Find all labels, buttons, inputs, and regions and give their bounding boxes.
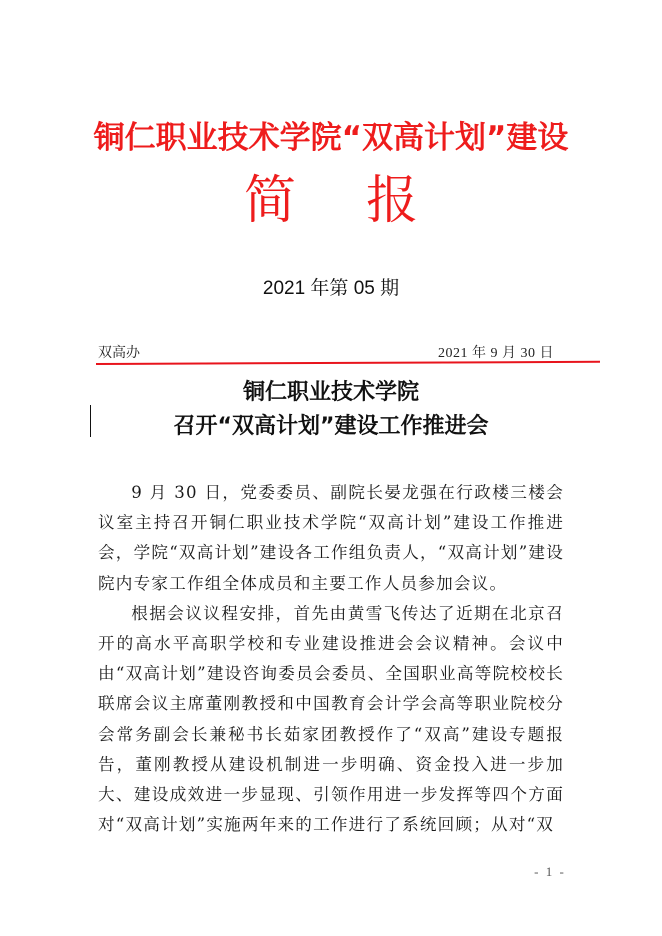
- paragraph-1: 9 月 30 日，党委委员、副院长晏龙强在行政楼三楼会议室主持召开铜仁职业技术学院“双高计划”建设工作推进会，学院“双高计划”建设各工作组负责人，“双高计划”建设院内专家工作组全体成员和主要工作人员参加会议。: [98, 483, 564, 593]
- issue-number: 2021 年第 05 期: [262, 278, 400, 299]
- article-title-line-1: 铜仁职业技术学院: [242, 380, 419, 405]
- masthead-brief-heading: [0, 170, 662, 232]
- page-number: - 1 -: [534, 864, 566, 879]
- article-title-line-2: 召开“双高计划”建设工作推进会: [173, 414, 489, 439]
- issuer-label: 双高办: [98, 346, 140, 361]
- article-title: [0, 376, 662, 444]
- paragraph-2: 根据会议议程安排，首先由黄雪飞传达了近期在北京召开的高水平高职学校和专业建设推进会会议精神。会议中由“双高计划”建设咨询委员会委员、全国职业高等院校校长联席会议主席董刚教授和中国教育会计学会高等职业院校分会常务副会长兼秘书长茹家团教授作了“双高”建设专题报告，董刚教授从建设机制进一步明确、资金投入进一步加大、建设成效进一步显现、引领作用进一步发挥等四个方面对“双高计划”实施两年来的工作进行了系统回顾；从对“双: [98, 603, 564, 835]
- brief-char-2: 报: [366, 171, 419, 231]
- brief-char-1: 简: [243, 171, 296, 231]
- article-body: [98, 478, 564, 840]
- publish-date: 2021 年 9 月 30 日: [438, 346, 554, 361]
- masthead-title: 铜仁职业技术学院“双高计划”建设: [93, 120, 569, 156]
